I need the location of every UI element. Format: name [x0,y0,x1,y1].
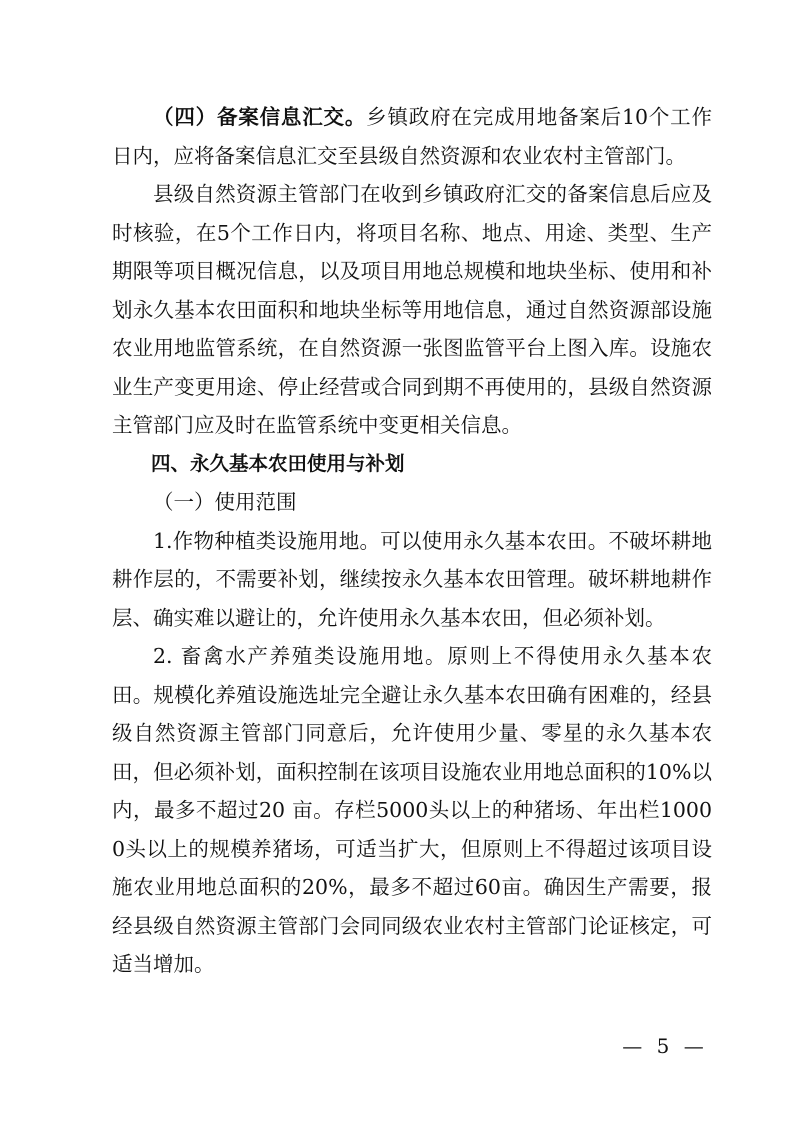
list-item-lead: 2. 畜禽水产养殖类设施用地。 [153,644,448,668]
list-item-text: 原则上不得使用永久基本农田。规模化养殖设施选址完全避让永久基本农田确有困难的，经县级自然资源主管部门同意后，允许使用少量、零星的永久基本农田，但必须补划，面积控制在该项目设施农业用地总面积的10%以内，最多不超过20 亩。存栏5000头以上的种猪场、年出栏10000头以上的规模养猪场，可适当扩大，但原则上不得超过该项目设施农业用地总面积的20%，最多不超过60亩。确因生产需要，报经县级自然资源主管部门会同同级农业农村主管部门论证核定，可适当增加。 [112,644,713,976]
list-item-livestock-facilities [112,637,712,984]
paragraph-lead: （四）备案信息汇交。 [153,105,367,129]
list-item-text: 可以使用永久基本农田。不破坏耕地耕作层的，不需要补划，继续按永久基本农田管理。破坏耕地耕作层、确实难以避让的，允许使用永久基本农田，但必须补划。 [112,528,713,630]
subsection-heading: （一）使用范围 [153,490,297,514]
list-item-crop-facilities [112,522,712,638]
section-heading: 四、永久基本农田使用与补划 [151,451,405,475]
paragraph-text: 县级自然资源主管部门在收到乡镇政府汇交的备案信息后应及时核验，在5个工作日内，将项目名称、地点、用途、类型、生产期限等项目概况信息，以及项目用地总规模和地块坐标、使用和补划永久基本农田面积和地块坐标等用地信息，通过自然资源部设施农业用地监管系统，在自然资源一张图监管平台上图入库。设施农业生产变更用途、停止经营或合同到期不再使用的，县级自然资源主管部门应及时在监管系统中变更相关信息。 [112,182,712,437]
document-body [112,98,712,984]
paragraph-text: 乡镇政府在完成用地备案后10个工作日内，应将备案信息汇交至县级自然资源和农业农村主管部门。 [112,105,713,168]
page-number: — 5 — [622,1034,708,1058]
paragraph-filing-info-submission [112,98,712,175]
paragraph-county-verification [112,175,712,445]
list-item-lead: 1.作物种植类设施用地。 [153,528,381,553]
